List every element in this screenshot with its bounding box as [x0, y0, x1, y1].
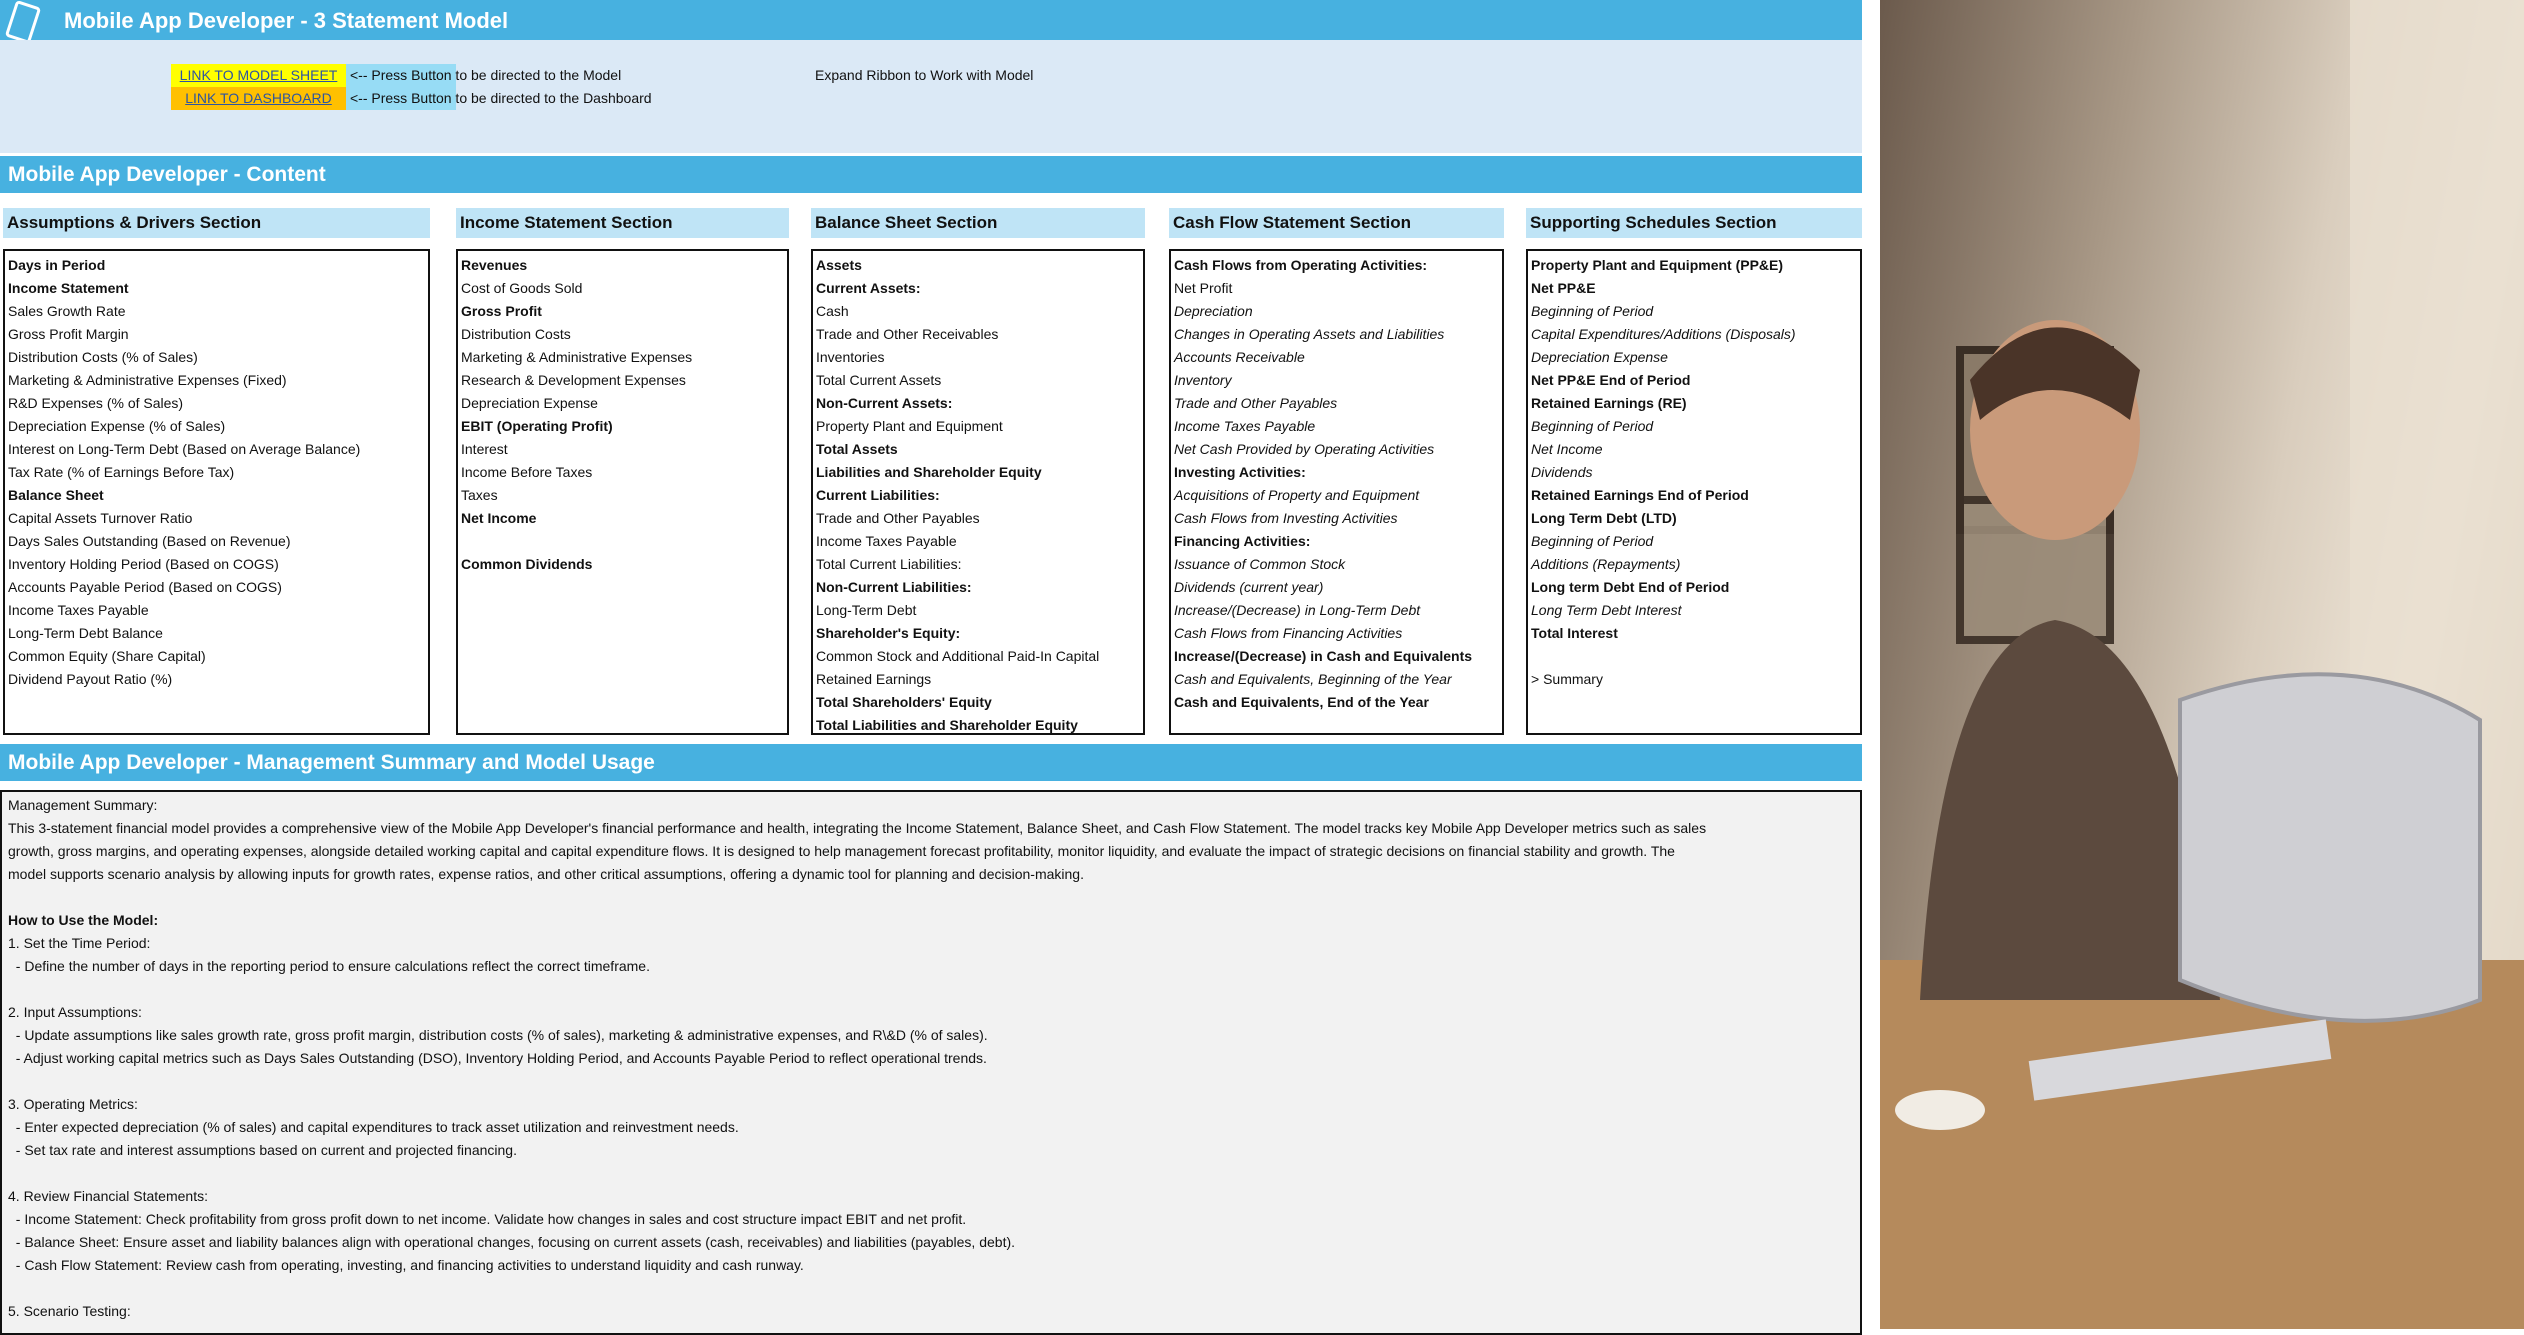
list-item[interactable]: Retained Earnings (RE)	[1531, 395, 1687, 411]
list-item[interactable]: Assets	[816, 257, 862, 273]
summary-line: - Enter expected depreciation (% of sales) and capital expenditures to track asset utilization and reinvestment needs.	[8, 1119, 739, 1135]
mobile-phone-icon	[5, 0, 41, 44]
list-item[interactable]: Financing Activities:	[1174, 533, 1311, 549]
summary-line: - Set tax rate and interest assumptions based on current and projected financing.	[8, 1142, 517, 1158]
summary-line: - Balance Sheet: Ensure asset and liability balances align with operational changes, focusing on current assets (cash, receivables) and liabilities (payables, debt).	[8, 1234, 1016, 1250]
summary-line: model supports scenario analysis by allowing inputs for growth rates, expense ratios, and other critical assumptions, offering a dynamic tool for planning and decision-making.	[8, 866, 1084, 882]
dashboard-link-note: <-- Press Button to be directed to the Dashboard	[350, 90, 652, 106]
list-item[interactable]: Interest on Long-Term Debt (Based on Average Balance)	[8, 441, 361, 457]
income-statement-section-header: Income Statement Section	[456, 208, 789, 238]
developer-illustration	[1880, 0, 2524, 1329]
list-item[interactable]: Additions (Repayments)	[1531, 556, 1681, 572]
summary-line: - Adjust working capital metrics such as Days Sales Outstanding (DSO), Inventory Holding Period, and Accounts Payable Period to reflect operational trends.	[8, 1050, 987, 1066]
summary-line: - Income Statement: Check profitability from gross profit down to net income. Validate how changes in sales and cost structure impact EBIT and net profit.	[8, 1211, 967, 1227]
summary-line: - Define the number of days in the reporting period to ensure calculations reflect the correct timeframe.	[8, 958, 650, 974]
list-item[interactable]: Long term Debt End of Period	[1531, 579, 1730, 595]
list-item[interactable]: Cash and Equivalents, Beginning of the Year	[1174, 671, 1452, 687]
link-to-model-sheet-button[interactable]: LINK TO MODEL SHEET	[171, 64, 346, 87]
list-item[interactable]: Investing Activities:	[1174, 464, 1306, 480]
list-item[interactable]: Non-Current Assets:	[816, 395, 953, 411]
list-item[interactable]: Cash Flows from Investing Activities	[1174, 510, 1398, 526]
summary-line: This 3-statement financial model provides a comprehensive view of the Mobile App Developer's financial performance and health, integrating the Income Statement, Balance Sheet, and Cash Flow Statement. The model tracks key Mobile App Developer metrics such as sales	[8, 820, 1707, 836]
list-item[interactable]: Income Taxes Payable	[8, 602, 149, 618]
list-item[interactable]: Beginning of Period	[1531, 533, 1654, 549]
list-item[interactable]	[1528, 645, 1860, 668]
list-item[interactable]: Capital Assets Turnover Ratio	[8, 510, 193, 526]
summary-line: - Cash Flow Statement: Review cash from operating, investing, and financing activities to understand liquidity and cash runway.	[8, 1257, 804, 1273]
list-item[interactable]: Beginning of Period	[1531, 303, 1654, 319]
list-item[interactable]: Beginning of Period	[1531, 418, 1654, 434]
list-item[interactable]: Capital Expenditures/Additions (Disposals)	[1531, 326, 1796, 342]
income-statement-list	[456, 249, 789, 735]
list-item[interactable]: Long-Term Debt Balance	[8, 625, 163, 641]
list-item[interactable]: Accounts Receivable	[1174, 349, 1305, 365]
list-item[interactable]: Cash	[816, 303, 849, 319]
list-item[interactable]: Tax Rate (% of Earnings Before Tax)	[8, 464, 235, 480]
list-item[interactable]: Depreciation Expense (% of Sales)	[8, 418, 226, 434]
title-bar	[0, 0, 1862, 40]
list-item[interactable]: R&D Expenses (% of Sales)	[8, 395, 184, 411]
list-item[interactable]: EBIT (Operating Profit)	[461, 418, 613, 434]
list-item[interactable]: Inventory	[1174, 372, 1232, 388]
list-item[interactable]: Issuance of Common Stock	[1174, 556, 1346, 572]
list-item[interactable]: Sales Growth Rate	[8, 303, 126, 319]
summary-line: growth, gross margins, and operating expenses, alongside detailed working capital and capital expenditure flows. It is designed to help management forecast profitability, monitor liquidity, and evaluate the impact of strategic decisions on financial stability and growth. The	[8, 843, 1675, 859]
list-item[interactable]: Increase/(Decrease) in Long-Term Debt	[1174, 602, 1421, 618]
list-item[interactable]: Net PP&E	[1531, 280, 1596, 296]
list-item[interactable]: Net Income	[1531, 441, 1603, 457]
list-item[interactable]: Net Income	[461, 510, 537, 526]
list-item[interactable]: Cost of Goods Sold	[461, 280, 583, 296]
list-item[interactable]: Depreciation Expense	[1531, 349, 1668, 365]
summary-line: 1. Set the Time Period:	[8, 935, 151, 951]
list-item[interactable]: Cash and Equivalents, End of the Year	[1174, 694, 1429, 710]
list-item[interactable]: Long-Term Debt	[816, 602, 917, 618]
list-item[interactable]: Taxes	[461, 487, 498, 503]
balance-sheet-list	[811, 249, 1145, 735]
list-item[interactable]: Current Liabilities:	[816, 487, 940, 503]
list-item[interactable]: Total Interest	[1531, 625, 1618, 641]
list-item[interactable]: Common Dividends	[461, 556, 593, 572]
list-item[interactable]: Revenues	[461, 257, 528, 273]
model-link-note: <-- Press Button to be directed to the Model	[350, 67, 622, 83]
list-item[interactable]: Distribution Costs	[461, 326, 571, 342]
list-item[interactable]: Common Stock and Additional Paid-In Capital	[816, 648, 1100, 664]
list-item[interactable]: Total Assets	[816, 441, 898, 457]
list-item[interactable]: > Summary	[1531, 671, 1603, 687]
list-item[interactable]: Shareholder's Equity:	[816, 625, 961, 641]
list-item[interactable]: Research & Development Expenses	[461, 372, 686, 388]
assumptions-section-header: Assumptions & Drivers Section	[3, 208, 430, 238]
summary-line	[8, 1162, 1854, 1185]
list-item[interactable]: Cash Flows from Financing Activities	[1174, 625, 1403, 641]
summary-line: - Update assumptions like sales growth rate, gross profit margin, distribution costs (% of sales), marketing & administrative expenses, and R\&D (% of sales).	[8, 1027, 988, 1043]
list-item[interactable]: Changes in Operating Assets and Liabilities	[1174, 326, 1445, 342]
supporting-schedules-list	[1526, 249, 1862, 735]
list-item[interactable]: Dividend Payout Ratio (%)	[8, 671, 173, 687]
list-item[interactable]: Depreciation Expense	[461, 395, 598, 411]
supporting-schedules-section-header: Supporting Schedules Section	[1526, 208, 1862, 238]
list-item[interactable]: Marketing & Administrative Expenses (Fixed)	[8, 372, 287, 388]
list-item[interactable]: Property Plant and Equipment (PP&E)	[1531, 257, 1784, 273]
list-item[interactable]: Dividends (current year)	[1174, 579, 1324, 595]
list-item[interactable]: Trade and Other Receivables	[816, 326, 999, 342]
list-item[interactable]: Days Sales Outstanding (Based on Revenue)	[8, 533, 291, 549]
list-item[interactable]: Long Term Debt (LTD)	[1531, 510, 1677, 526]
list-item[interactable]: Days in Period	[8, 257, 106, 273]
developer-photo	[1880, 0, 2524, 1329]
list-item[interactable]: Dividends	[1531, 464, 1593, 480]
list-item[interactable]: Cash Flows from Operating Activities:	[1174, 257, 1428, 273]
summary-line: 4. Review Financial Statements:	[8, 1188, 208, 1204]
list-item[interactable]: Net PP&E End of Period	[1531, 372, 1691, 388]
list-item[interactable]: Total Shareholders' Equity	[816, 694, 992, 710]
summary-line: Management Summary:	[8, 797, 158, 813]
list-item[interactable]: Gross Profit Margin	[8, 326, 129, 342]
summary-line: How to Use the Model:	[8, 912, 159, 928]
balance-sheet-section-header: Balance Sheet Section	[811, 208, 1145, 238]
summary-line	[8, 1277, 1854, 1300]
list-item[interactable]: Long Term Debt Interest	[1531, 602, 1682, 618]
list-item[interactable]: Accounts Payable Period (Based on COGS)	[8, 579, 282, 595]
cash-flow-list	[1169, 249, 1504, 735]
list-item[interactable]: Depreciation	[1174, 303, 1253, 319]
summary-line	[8, 886, 1854, 909]
list-item[interactable]: Income Taxes Payable	[1174, 418, 1316, 434]
list-item[interactable]: Trade and Other Payables	[816, 510, 980, 526]
ribbon-note: Expand Ribbon to Work with Model	[815, 67, 1034, 83]
list-item[interactable]: Total Current Liabilities:	[816, 556, 962, 572]
list-item[interactable]: Property Plant and Equipment	[816, 418, 1003, 434]
summary-line: 2. Input Assumptions:	[8, 1004, 142, 1020]
list-item[interactable]: Retained Earnings End of Period	[1531, 487, 1749, 503]
summary-line: 5. Scenario Testing:	[8, 1303, 131, 1319]
list-item[interactable]: Current Assets:	[816, 280, 921, 296]
content-section-bar: Mobile App Developer - Content	[0, 156, 1862, 193]
list-item[interactable]: Gross Profit	[461, 303, 542, 319]
list-item[interactable]: Distribution Costs (% of Sales)	[8, 349, 198, 365]
summary-section-bar: Mobile App Developer - Management Summary and Model Usage	[0, 744, 1862, 781]
list-item[interactable]: Income Statement	[8, 280, 129, 296]
list-item[interactable]: Common Equity (Share Capital)	[8, 648, 206, 664]
list-item[interactable]: Non-Current Liabilities:	[816, 579, 972, 595]
summary-line	[8, 1070, 1854, 1093]
list-item[interactable]: Total Current Assets	[816, 372, 942, 388]
list-item[interactable]: Trade and Other Payables	[1174, 395, 1338, 411]
page-title: Mobile App Developer - 3 Statement Model	[64, 8, 509, 33]
link-to-dashboard-button[interactable]: LINK TO DASHBOARD	[171, 87, 346, 110]
list-item[interactable]: Liabilities and Shareholder Equity	[816, 464, 1042, 480]
list-item[interactable]: Acquisitions of Property and Equipment	[1174, 487, 1420, 503]
list-item[interactable]: Retained Earnings	[816, 671, 932, 687]
list-item[interactable]: Interest	[461, 441, 508, 457]
summary-line	[8, 978, 1854, 1001]
cash-flow-section-header: Cash Flow Statement Section	[1169, 208, 1504, 238]
list-item[interactable]: Net Cash Provided by Operating Activities	[1174, 441, 1435, 457]
list-item[interactable]	[458, 530, 787, 553]
list-item[interactable]: Net Profit	[1174, 280, 1233, 296]
list-item[interactable]: Total Liabilities and Shareholder Equity	[816, 717, 1078, 733]
list-item[interactable]: Balance Sheet	[8, 487, 104, 503]
list-item[interactable]: Inventory Holding Period (Based on COGS)	[8, 556, 279, 572]
list-item[interactable]: Income Before Taxes	[461, 464, 593, 480]
list-item[interactable]: Inventories	[816, 349, 885, 365]
list-item[interactable]: Income Taxes Payable	[816, 533, 957, 549]
list-item[interactable]: Increase/(Decrease) in Cash and Equivalents	[1174, 648, 1473, 664]
management-summary-box	[0, 790, 1862, 1335]
summary-line: 3. Operating Metrics:	[8, 1096, 138, 1112]
list-item[interactable]: Marketing & Administrative Expenses	[461, 349, 693, 365]
assumptions-list	[3, 249, 430, 735]
